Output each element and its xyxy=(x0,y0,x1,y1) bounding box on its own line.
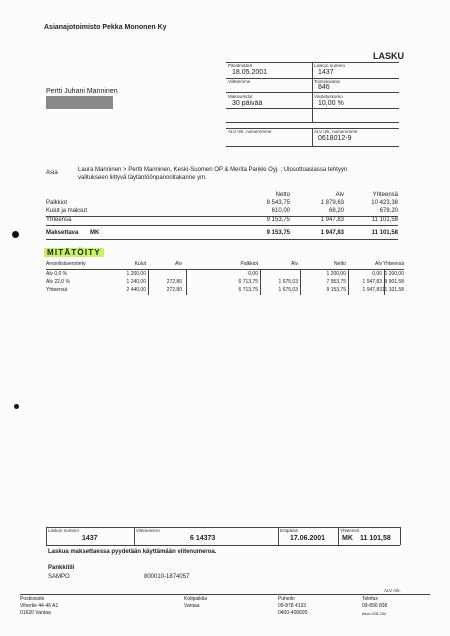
vat-cell: 6 713,75 xyxy=(238,287,258,293)
vat-cell: 6 713,75 xyxy=(238,279,258,285)
bank-label: Pankkitili xyxy=(48,565,75,571)
amount-due-label: Maksettava xyxy=(46,230,79,236)
invoice-date: 18.05.2001 xyxy=(232,69,268,76)
subject-label: Asia xyxy=(46,170,58,176)
footer-fax-code: kirvn.228.234 xyxy=(362,611,387,616)
footer-address-2: 01620 Vantaa xyxy=(20,610,51,616)
slip-total-label: Yhteensä xyxy=(340,528,360,533)
invoice-number-label: Laskun numero xyxy=(314,63,346,68)
vat-header: Alv xyxy=(375,261,382,267)
vat-cell: Alv 22,0 % xyxy=(46,279,70,285)
summary-row-total: 678,20 xyxy=(379,208,398,214)
vat-reg-number: 0618012-9 xyxy=(318,135,352,142)
vat-registration-row xyxy=(226,128,399,146)
slip-invoice-number: 1437 xyxy=(82,535,98,542)
vat-header: Alv xyxy=(175,261,182,267)
footer-home-label: Kotipaikka xyxy=(184,596,208,602)
vat-breakdown-table xyxy=(46,262,404,298)
redacted-address xyxy=(46,96,113,109)
slip-due-date: 17.06.2001 xyxy=(290,535,326,542)
summary-header-netto: Netto xyxy=(275,192,290,198)
vat-cell: 1 200,00 xyxy=(384,271,404,277)
subject-line-1: Laura Manninen > Pertti Manninen, Keski-Suomen OP & Merita Pankki Oyj. ; Ulosottoasiassa tehtyyn xyxy=(78,167,348,173)
footer-address-1: Vihertie 44-46 A1 xyxy=(20,603,59,609)
amount-due-alv: 1 947,83 xyxy=(320,230,344,236)
interest-label: Viivästyskorko xyxy=(314,94,343,99)
payment-terms: 30 päivää xyxy=(232,100,263,107)
slip-invoice-label: Laskun numero xyxy=(48,528,80,533)
document-title: LASKU xyxy=(373,51,404,61)
summary-row-netto: 610,00 xyxy=(271,208,290,214)
vat-cell: 1 675,03 xyxy=(278,279,298,285)
summary-row-netto: 8 543,75 xyxy=(266,200,290,206)
footer-fax: 09-890 838 xyxy=(362,603,388,609)
vat-header: Yhteensä xyxy=(382,261,404,267)
void-stamp: MITÄTÖITY xyxy=(44,248,104,257)
amount-due-currency: MK xyxy=(90,230,100,236)
our-ref-label: Viitteemme xyxy=(228,79,251,84)
amount-due-total: 11 101,58 xyxy=(371,230,398,236)
bank-name: SAMPO xyxy=(48,574,70,580)
summary-header-total: Yhteensä xyxy=(372,192,398,198)
interest-rate: 10,00 % xyxy=(318,100,344,107)
payment-slip-row xyxy=(46,527,400,545)
summary-table xyxy=(46,192,398,244)
vat-cell: 9 901,58 xyxy=(384,279,404,285)
footer-phone-1: 09-878 4133 xyxy=(278,603,307,609)
vat-cell: Alv 0,0 % xyxy=(46,271,68,277)
vat-cell: 1 675,03 xyxy=(278,287,298,293)
summary-row-alv: 1 879,63 xyxy=(320,200,344,206)
summary-row-label: Palkkiot xyxy=(46,200,68,206)
vat-header: Netto xyxy=(334,261,346,267)
footer-rule xyxy=(20,594,430,595)
vat-cell: 1 200,00 xyxy=(126,271,146,277)
amount-due-netto: 9 153,75 xyxy=(266,230,290,236)
punch-hole xyxy=(12,231,19,238)
summary-row-total: 10 423,38 xyxy=(371,200,398,206)
punch-hole xyxy=(14,404,19,409)
summary-subtotal-label: Yhteensä xyxy=(46,217,72,223)
vat-cell: Yhteensä xyxy=(46,287,68,293)
vat-cell: 11 101,58 xyxy=(382,287,404,293)
client-number: 846 xyxy=(318,84,330,91)
vat-reg-label: ALV rek. numeromme xyxy=(228,129,272,134)
summary-header-alv: Alv xyxy=(335,192,344,198)
vat-header: Kulut xyxy=(134,261,146,267)
slip-total: 11 101,58 xyxy=(360,535,391,542)
slip-ref-label: Viitenumero xyxy=(136,528,160,533)
footer-fax-label: Telefax xyxy=(362,596,378,602)
invoice-info-grid xyxy=(226,62,399,122)
vat-cell: 1 947,83 xyxy=(362,287,382,293)
footer-vat-note: ALV rek. xyxy=(384,588,401,593)
vat-header: Arvonlisäverotiety xyxy=(46,261,86,267)
footer-phone-2: 0400-400695 xyxy=(278,610,308,616)
vat-header: Palkkiot xyxy=(240,261,258,267)
summary-row-label: Kulut ja maksut xyxy=(46,208,88,214)
vat-cell: 1 240,00 xyxy=(126,279,146,285)
vat-cell: 1 200,00 xyxy=(326,271,346,277)
company-name: Asianajotoimisto Pekka Mononen Ky xyxy=(44,24,167,31)
slip-due-label: Eräpäivä xyxy=(280,528,298,533)
summary-subtotal-alv: 1 947,83 xyxy=(320,217,344,223)
vat-cell: 0,00 xyxy=(372,271,382,277)
vat-header: Alv xyxy=(291,261,298,267)
slip-ref-number: 6 14373 xyxy=(190,535,216,542)
bank-account: 800010-1874057 xyxy=(144,574,190,580)
vat-cell: 272,80 xyxy=(166,279,182,285)
footer-phone-label: Puhelin xyxy=(278,596,295,602)
vat-reg2-label: ALV rek. numeromme xyxy=(314,129,358,134)
slip-currency: MK xyxy=(342,535,353,542)
subject-line-2: valitukseen liittyvä täytäntöönpanoriitakanne ym. xyxy=(78,175,207,181)
reference-note: Laskua maksettaessa pyydetään käyttämään viitenumeroa. xyxy=(48,549,217,555)
vat-cell: 9 153,75 xyxy=(326,287,346,293)
summary-subtotal-total: 11 101,58 xyxy=(371,217,398,223)
vat-cell: 1 947,83 xyxy=(362,279,382,285)
vat-cell: 0,00 xyxy=(248,271,258,277)
footer-address-label: Postiosoite xyxy=(20,596,45,602)
recipient-name: Pertti Juhani Manninen xyxy=(46,88,118,95)
summary-subtotal-netto: 9 153,75 xyxy=(266,217,290,223)
payment-terms-label: Maksuehdot xyxy=(228,94,253,99)
client-number-label: Toimeksianto xyxy=(314,79,341,84)
vat-cell: 7 953,75 xyxy=(326,279,346,285)
vat-cell: 272,80 xyxy=(166,287,182,293)
summary-row-alv: 68,20 xyxy=(328,208,344,214)
date-label: Päivämäärä xyxy=(228,63,253,68)
footer-home: Vantaa xyxy=(184,603,200,609)
vat-cell: 2 440,00 xyxy=(126,287,146,293)
invoice-number: 1437 xyxy=(318,69,334,76)
